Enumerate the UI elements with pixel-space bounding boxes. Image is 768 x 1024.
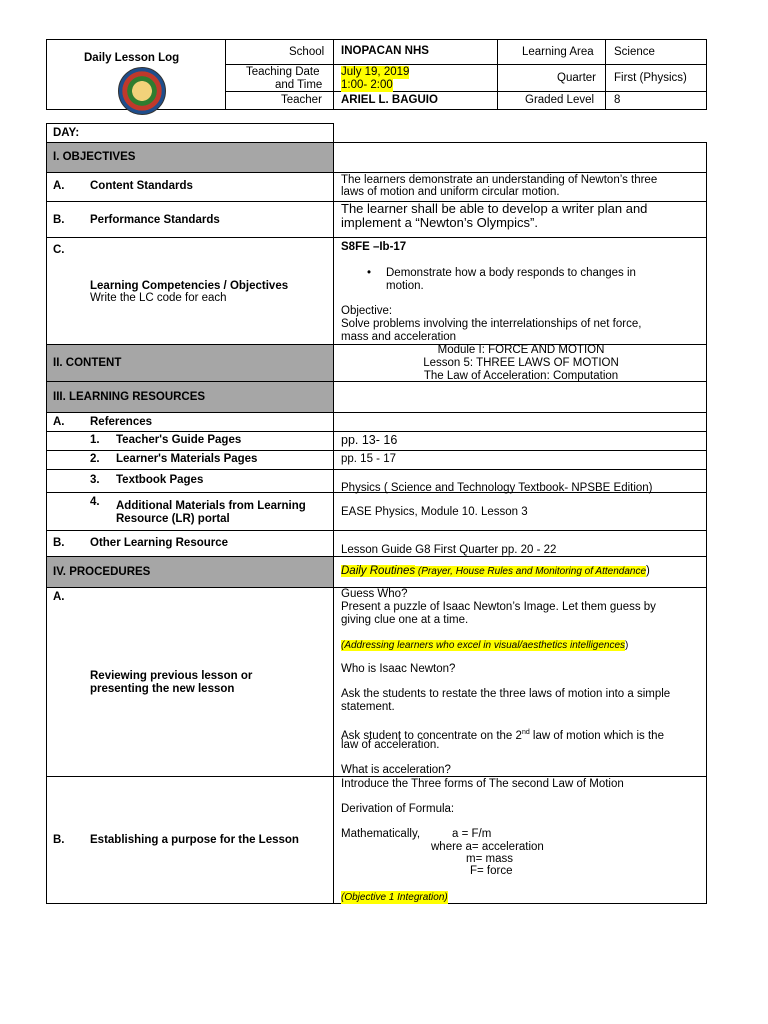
teaching-date-value: July 19, 2019 xyxy=(341,66,410,78)
school-label: School xyxy=(289,46,325,58)
learners-materials-value: pp. 15 - 17 xyxy=(341,453,396,465)
review-line-8a: Ask student to concentrate on the 2 xyxy=(341,729,522,742)
purpose-force: F= force xyxy=(470,865,513,877)
purpose-line-2: Derivation of Formula: xyxy=(341,803,455,815)
learning-area-label: Learning Area xyxy=(522,46,594,58)
objective-text-1: Solve problems involving the interrelationships of net force, xyxy=(341,318,642,330)
school-seal-logo xyxy=(118,67,166,115)
teacher-value: ARIEL L. BAGUIO xyxy=(341,94,438,106)
daily-routines-title: Daily Routines xyxy=(341,565,416,577)
teachers-guide-value: pp. 13- 16 xyxy=(341,433,398,447)
review-line-10: What is acceleration? xyxy=(341,764,451,776)
other-resource-value: Lesson Guide G8 First Quarter pp. 20 - 22 xyxy=(341,544,557,556)
other-resource-letter: B. xyxy=(53,537,65,549)
additional-materials-value: EASE Physics, Module 10. Lesson 3 xyxy=(341,506,528,518)
purpose-line-1: Introduce the Three forms of The second Law of Motion xyxy=(341,778,624,790)
additional-materials-label-2: Resource (LR) portal xyxy=(116,513,230,525)
quarter-value: First (Physics) xyxy=(614,72,687,84)
objective-label: Objective: xyxy=(341,305,393,317)
teacher-label: Teacher xyxy=(281,94,322,106)
row-line xyxy=(46,237,707,238)
additional-materials-num: 4. xyxy=(90,496,100,508)
main-table-right-border xyxy=(706,142,707,904)
learners-materials-num: 2. xyxy=(90,453,100,465)
competency-bullet-2: motion. xyxy=(386,280,424,292)
review-letter: A. xyxy=(53,591,65,603)
references-letter: A. xyxy=(53,416,65,428)
day-cell xyxy=(46,123,334,143)
performance-standards-label: Performance Standards xyxy=(90,214,220,226)
content-standards-letter: A. xyxy=(53,180,65,192)
daily-routines xyxy=(341,565,650,578)
review-line-9: law of acceleration. xyxy=(341,739,440,751)
grade-value: 8 xyxy=(614,94,621,106)
review-line-1: Guess Who? xyxy=(341,588,408,600)
review-label-1: Reviewing previous lesson or xyxy=(90,670,253,682)
purpose-where: where a= acceleration xyxy=(431,841,544,853)
review-line-3: giving clue one at a time. xyxy=(341,614,469,626)
objective-text-2: mass and acceleration xyxy=(341,331,457,343)
learning-area-value: Science xyxy=(614,46,655,58)
content-line-1: Module I: FORCE AND MOTION xyxy=(437,344,605,356)
content-heading: II. CONTENT xyxy=(53,357,122,369)
content-standards-label: Content Standards xyxy=(90,180,193,192)
row-line xyxy=(46,142,707,143)
review-line-6: Ask the students to restate the three laws of motion into a simple xyxy=(341,688,671,700)
learners-materials-label: Learner's Materials Pages xyxy=(116,453,258,465)
row-line xyxy=(46,412,707,413)
teaching-time-label: and Time xyxy=(275,79,323,91)
review-label-2: presenting the new lesson xyxy=(90,683,235,695)
textbook-value: Physics ( Science and Technology Textbook- NPSBE Edition) xyxy=(341,482,653,494)
purpose-label: Establishing a purpose for the Lesson xyxy=(90,834,299,846)
daily-routines-detail: (Prayer, House Rules and Monitoring of Attendance xyxy=(415,566,647,577)
purpose-integration-note: (Objective 1 Integration) xyxy=(341,892,448,903)
review-line-5: Who is Isaac Newton? xyxy=(341,663,456,675)
performance-standards-letter: B. xyxy=(53,214,65,226)
purpose-formula: a = F/m xyxy=(452,828,492,840)
review-line-8-sup: nd xyxy=(521,729,530,736)
school-value: INOPACAN NHS xyxy=(341,45,429,57)
row-line xyxy=(46,172,707,173)
review-intelligence-note: (Addressing learners who excel in visual/aesthetics intelligences xyxy=(341,640,626,651)
row-line xyxy=(46,469,707,470)
purpose-mass: m= mass xyxy=(466,853,513,865)
header-divider xyxy=(497,39,498,110)
purpose-line-3: Mathematically, xyxy=(341,828,421,840)
competency-bullet-1: Demonstrate how a body responds to changes in xyxy=(386,267,636,279)
header-divider xyxy=(225,39,226,110)
daily-routines-close: ) xyxy=(646,565,650,577)
review-intelligence-close: ) xyxy=(625,640,629,651)
review-line-4 xyxy=(341,639,628,652)
content-standards-text-1: The learners demonstrate an understanding of Newton’s three xyxy=(341,174,658,186)
row-line xyxy=(46,450,707,451)
performance-standards-text-2: implement a “Newton’s Olympics”. xyxy=(341,215,538,230)
resources-heading: III. LEARNING RESOURCES xyxy=(53,391,206,403)
review-line-8b: law of motion which is the xyxy=(529,729,664,742)
teaching-time-value: 1:00- 2:00 xyxy=(341,79,393,91)
main-table-left-border xyxy=(46,142,47,904)
teaching-date-label: Teaching Date xyxy=(246,66,320,78)
references-label: References xyxy=(90,416,153,428)
bullet-dot: • xyxy=(367,267,372,279)
header-divider xyxy=(225,64,707,65)
competencies-letter: C. xyxy=(53,244,65,256)
content-line-3: The Law of Acceleration: Computation xyxy=(423,370,619,382)
objectives-heading: I. OBJECTIVES xyxy=(53,151,136,163)
purpose-letter: B. xyxy=(53,834,65,846)
header-divider xyxy=(333,39,334,110)
procedures-heading: IV. PROCEDURES xyxy=(53,566,151,578)
textbook-label: Textbook Pages xyxy=(116,474,204,486)
row-line xyxy=(46,431,707,432)
day-label: DAY: xyxy=(53,127,80,139)
content-standards-text-2: laws of motion and uniform circular motion. xyxy=(341,186,560,198)
additional-materials-label-1: Additional Materials from Learning xyxy=(116,500,306,512)
main-table-mid-border xyxy=(333,142,334,904)
page-title: Daily Lesson Log xyxy=(84,52,180,64)
row-line xyxy=(46,530,707,531)
review-line-2: Present a puzzle of Isaac Newton’s Image. Let them guess by xyxy=(341,601,656,613)
textbook-num: 3. xyxy=(90,474,100,486)
quarter-label: Quarter xyxy=(557,72,596,84)
competencies-label: Learning Competencies / Objectives xyxy=(90,280,289,292)
review-line-7: statement. xyxy=(341,701,395,713)
teachers-guide-num: 1. xyxy=(90,434,100,446)
performance-standards-text-1: The learner shall be able to develop a writer plan and xyxy=(341,201,648,216)
other-resource-label: Other Learning Resource xyxy=(90,537,229,549)
lc-code: S8FE –Ib-17 xyxy=(341,241,407,253)
grade-label: Graded Level xyxy=(525,94,595,106)
content-line-2: Lesson 5: THREE LAWS OF MOTION xyxy=(423,357,619,369)
competencies-sublabel: Write the LC code for each xyxy=(90,292,227,304)
teachers-guide-label: Teacher's Guide Pages xyxy=(116,434,242,446)
header-divider xyxy=(605,39,606,110)
